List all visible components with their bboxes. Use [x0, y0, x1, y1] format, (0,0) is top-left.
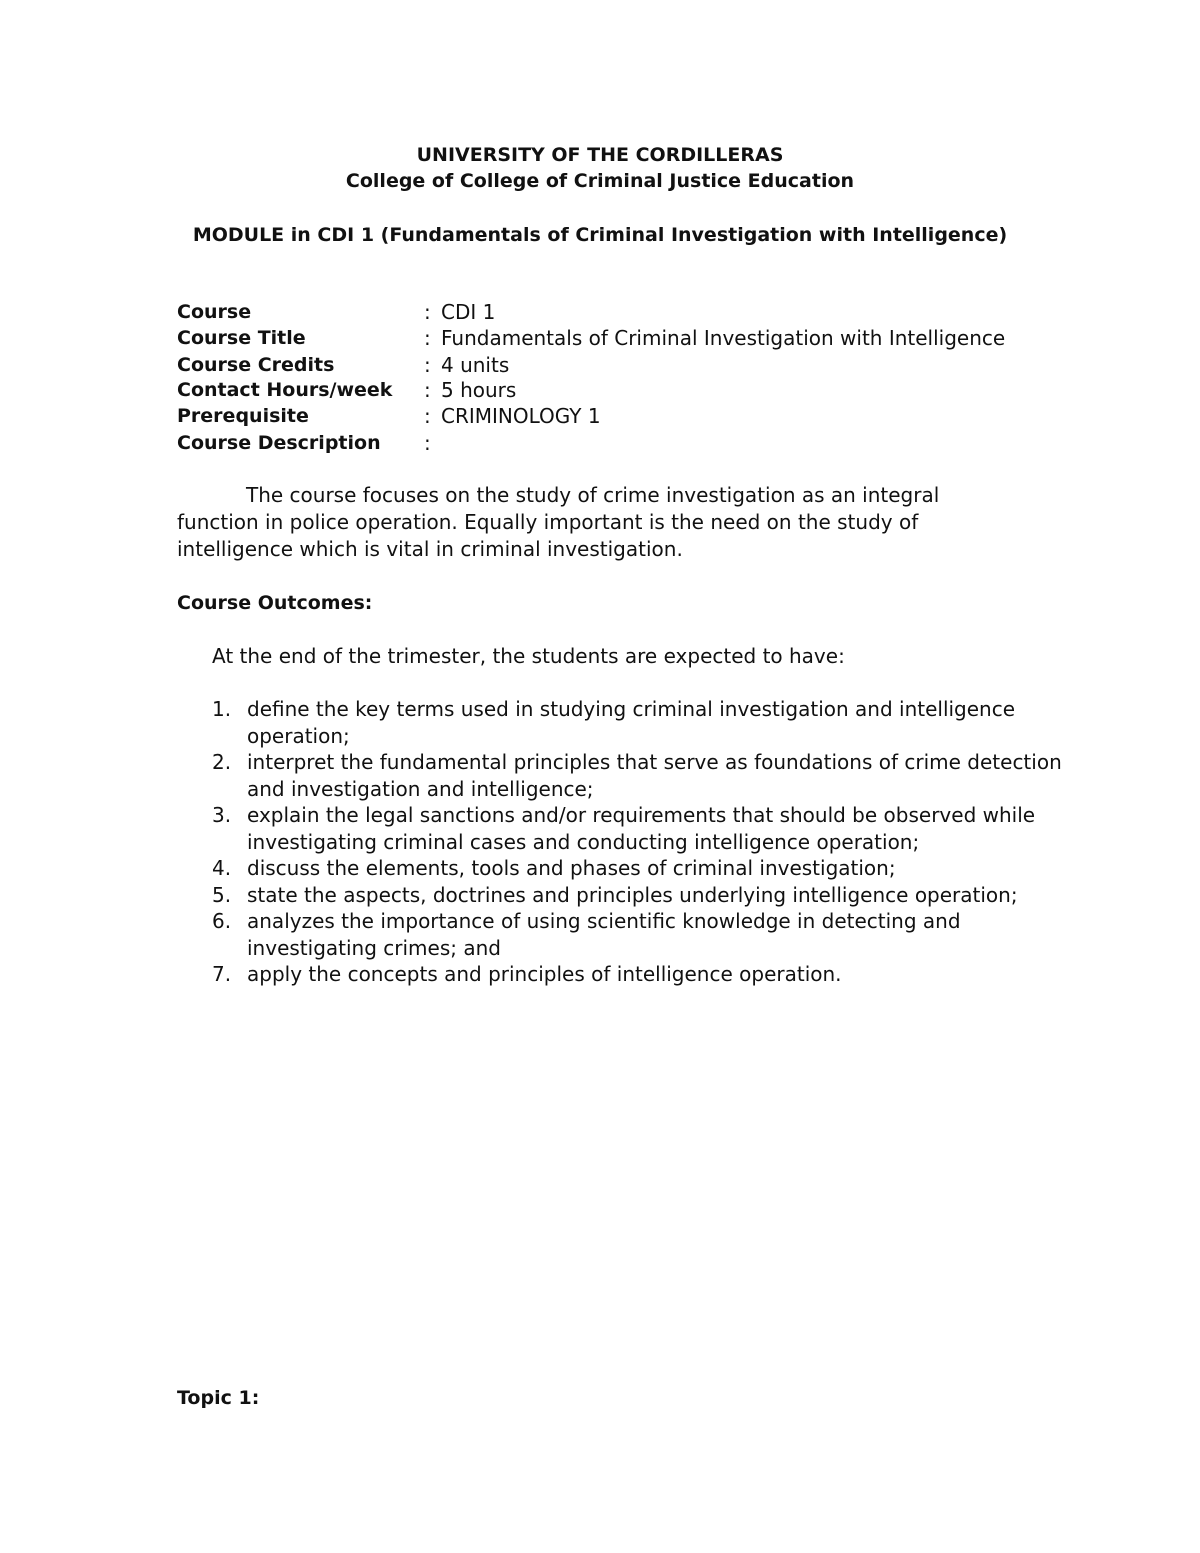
- outcome-number: 5.: [212, 882, 232, 907]
- course-info-label: Course Description: [177, 432, 381, 454]
- outcome-number: 7.: [212, 962, 232, 986]
- outcome-number: 4.: [212, 856, 232, 880]
- outcome-number: 1.: [212, 697, 232, 721]
- outcome-text: state the aspects, doctrines and principles underlying intelligence operation;: [247, 882, 1018, 907]
- course-info-value: CDI 1: [441, 300, 496, 324]
- course-info-label: Contact Hours/week: [177, 379, 393, 401]
- outcome-item: [212, 961, 1072, 988]
- topic-heading: Topic 1:: [177, 1387, 260, 1409]
- course-info-label: Course: [177, 301, 252, 323]
- outcome-item: [212, 855, 1072, 882]
- course-info-colon: :: [424, 326, 431, 350]
- course-outcomes-intro: At the end of the trimester, the students are expected to have:: [212, 644, 845, 668]
- outcome-item: [212, 802, 1072, 855]
- outcome-item: [212, 908, 1072, 961]
- course-info-colon: :: [424, 404, 431, 428]
- course-info-label: Course Title: [177, 327, 306, 349]
- outcome-item: [212, 696, 1072, 749]
- outcome-text: analyzes the importance of using scientific knowledge in detecting and investigating crimes; and: [247, 909, 961, 960]
- outcome-text: apply the concepts and principles of intelligence operation.: [247, 962, 842, 986]
- course-info-colon: :: [424, 300, 431, 324]
- outcome-number: 2.: [212, 750, 232, 774]
- course-outcomes-heading: Course Outcomes:: [177, 592, 373, 614]
- outcome-item: [212, 882, 1072, 909]
- college-name: College of College of Criminal Justice Education: [345, 170, 855, 192]
- outcome-text: explain the legal sanctions and/or requirements that should be observed while investigating criminal cases and conducting intelligence operation;: [247, 803, 1036, 854]
- course-outcomes-list: [212, 696, 1072, 988]
- course-info-colon: :: [424, 353, 431, 377]
- outcome-number: 6.: [212, 909, 232, 933]
- outcome-text: define the key terms used in studying criminal investigation and intelligence operation;: [247, 697, 1016, 748]
- outcome-text: discuss the elements, tools and phases of criminal investigation;: [247, 856, 896, 880]
- module-title: MODULE in CDI 1 (Fundamentals of Criminal Investigation with Intelligence): [192, 224, 1008, 246]
- outcome-number: 3.: [212, 803, 232, 827]
- course-info-label: Course Credits: [177, 354, 335, 376]
- course-info-label: Prerequisite: [177, 405, 309, 427]
- university-name: UNIVERSITY OF THE CORDILLERAS: [416, 144, 784, 166]
- course-description-text: The course focuses on the study of crime investigation as an integral function in police operation. Equally important is the need on the study of intelligence which is vital in criminal investigation.: [177, 483, 940, 561]
- outcome-item: [212, 749, 1072, 802]
- course-info-value: CRIMINOLOGY 1: [441, 404, 601, 428]
- course-info-value: Fundamentals of Criminal Investigation with Intelligence: [441, 326, 1006, 350]
- outcome-text: interpret the fundamental principles that serve as foundations of crime detection and investigation and intelligence;: [247, 750, 1062, 801]
- course-info-colon: :: [424, 378, 431, 402]
- course-info-colon: :: [424, 431, 431, 455]
- course-info-value: 4 units: [441, 353, 510, 377]
- course-info-value: 5 hours: [441, 378, 517, 402]
